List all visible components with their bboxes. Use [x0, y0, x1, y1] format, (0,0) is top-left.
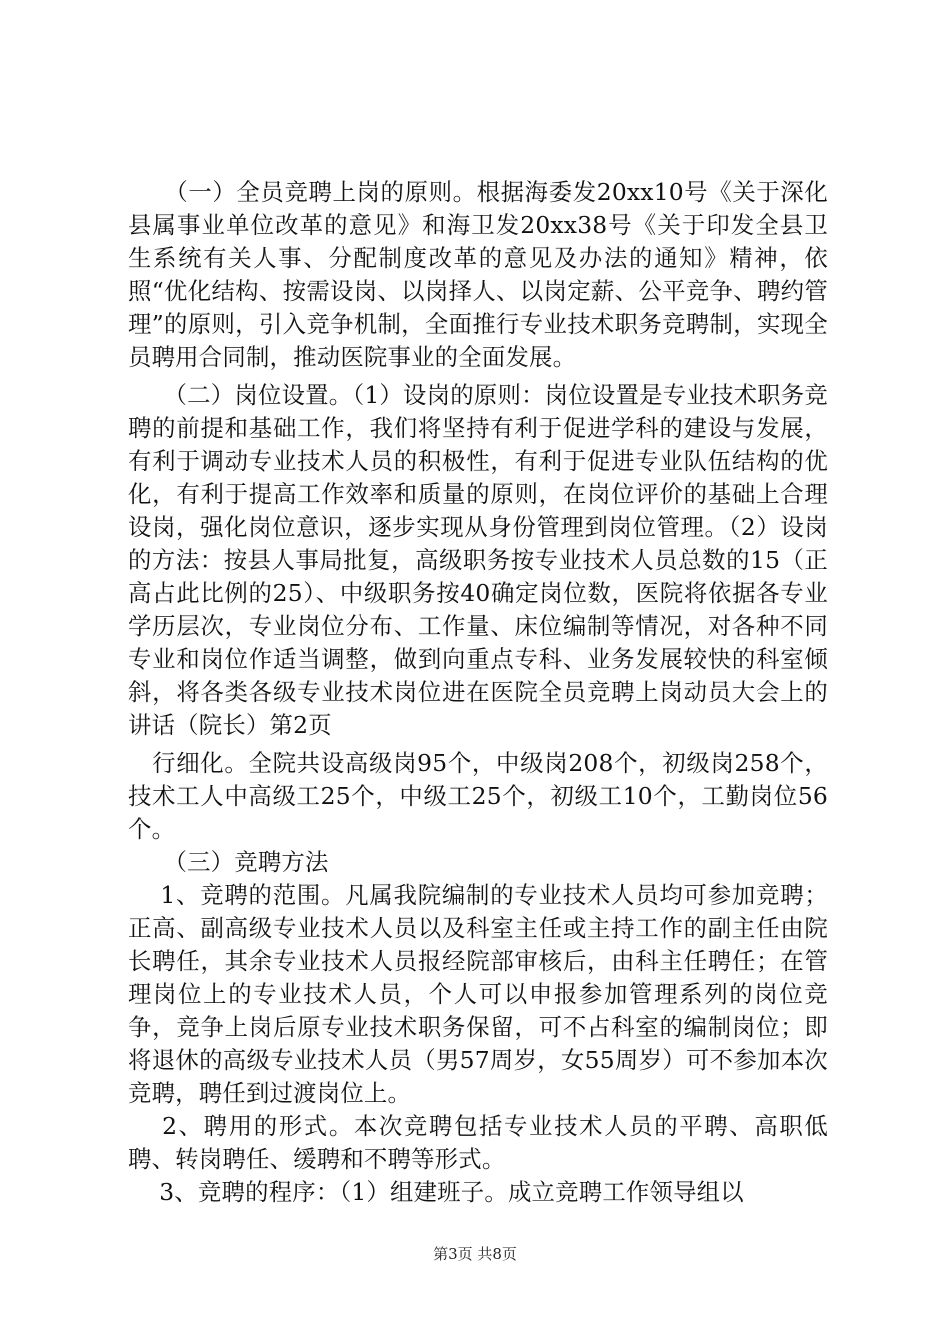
paragraph-employment-form: 2、聘用的形式。本次竞聘包括专业技术人员的平聘、高职低聘、转岗聘任、缓聘和不聘等形式。 [128, 1112, 828, 1173]
paragraph-principle: （一）全员竞聘上岗的原则。根据海委发20xx10号《关于深化县属事业单位改革的意见》和海卫发20xx38号《关于印发全县卫生系统有关人事、分配制度改革的意见及办法的通知》精神，依照“优化结构、按需设岗、以岗择人、以岗定薪、公平竞争、聘约管理”的原则，引入竞争机制，全面推行专业技术职务竞聘制，实现全员聘用合同制，推动医院事业的全面发展。 [128, 178, 828, 371]
document-body [128, 176, 828, 1209]
paragraph-position-setup: （二）岗位设置。（1）设岗的原则：岗位设置是专业技术职务竞聘的前提和基础工作，我们将坚持有利于促进学科的建设与发展，有利于调动专业技术人员的积极性，有利于促进专业队伍结构的优化，有利于提高工作效率和质量的原则，在岗位评价的基础上合理设岗，强化岗位意识，逐步实现从身份管理到岗位管理。（2）设岗的方法：按县人事局批复，高级职务按专业技术人员总数的15（正高占此比例的25）、中级职务按40确定岗位数，医院将依据各专业学历层次，专业岗位分布、工作量、床位编制等情况，对各种不同专业和岗位作适当调整，做到向重点专科、业务发展较快的科室倾斜，将各类各级专业技术岗位进在医院全员竞聘上岗动员大会上的讲话（院长）第2页 [128, 381, 828, 739]
paragraph-position-counts: 行细化。全院共设高级岗95个，中级岗208个，初级岗258个，技术工人中高级工25个，中级工25个，初级工10个，工勤岗位56个。 [128, 749, 828, 843]
paragraph-recruitment-procedure: 3、竞聘的程序：（1）组建班子。成立竞聘工作领导组以 [128, 1178, 744, 1206]
section-heading-recruitment-method: （三）竞聘方法 [128, 848, 329, 876]
paragraph-recruitment-scope: 1、竞聘的范围。凡属我院编制的专业技术人员均可参加竞聘；正高、副高级专业技术人员以及科室主任或主持工作的副主任由院长聘任，其余专业技术人员报经院部审核后，由科主任聘任；在管理岗位上的专业技术人员，个人可以申报参加管理系列的岗位竞争，竞争上岗后原专业技术职务保留，可不占科室的编制岗位；即将退休的高级专业技术人员（男57周岁，女55周岁）可不参加本次竞聘，聘任到过渡岗位上。 [128, 881, 828, 1107]
page-footer: 第3页 共8页 [433, 1245, 517, 1263]
